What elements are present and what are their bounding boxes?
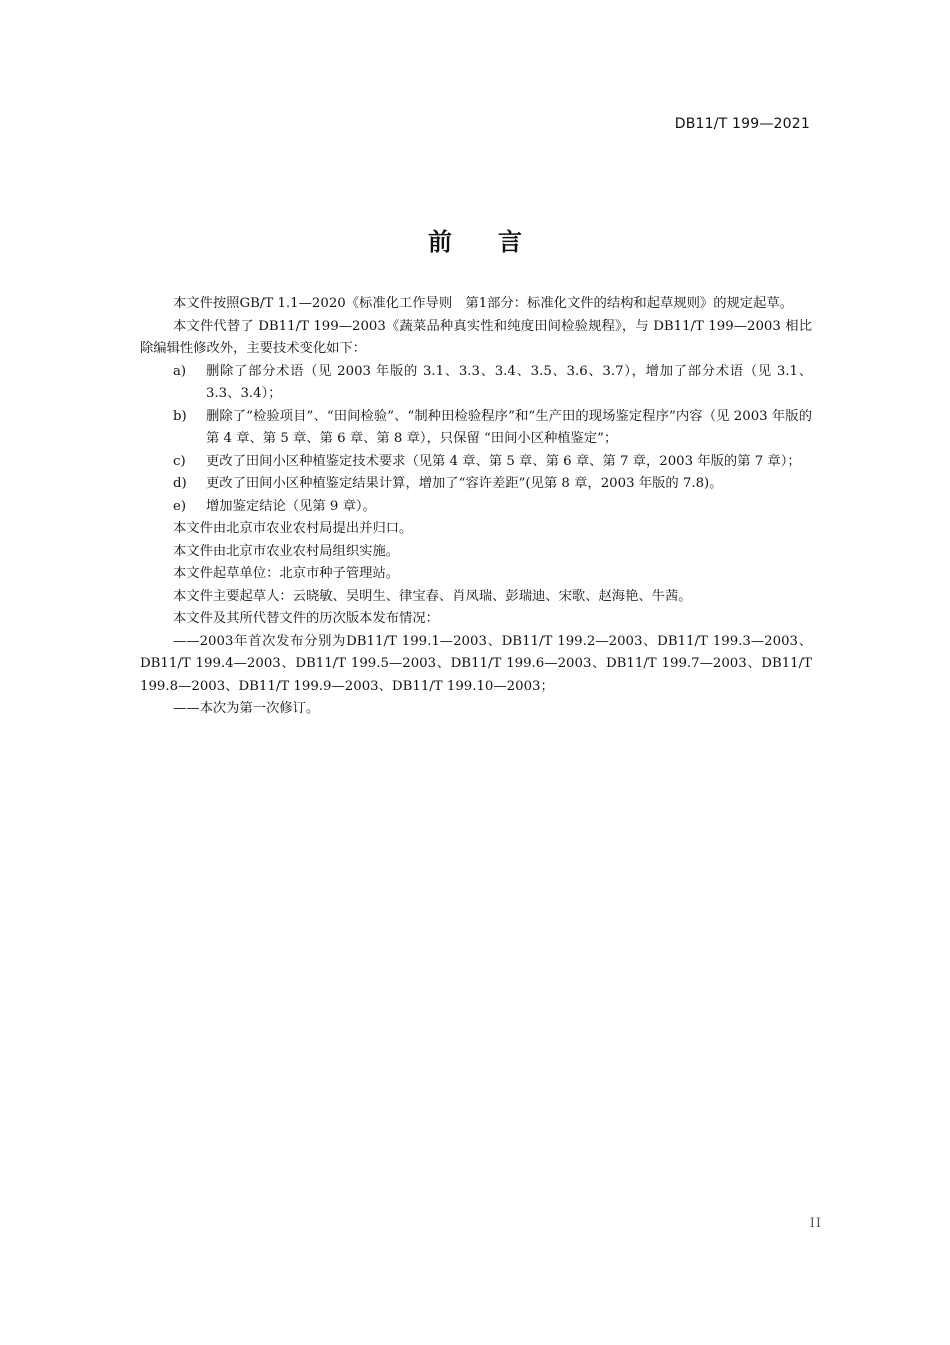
replacement-paragraph: 本文件代替了 DB11/T 199—2003《蔬菜品种真实性和纯度田间检验规程》，与 DB11/T 199—2003 相比除编辑性修改外，主要技术变化如下： [140,318,812,356]
foreword-body [140,293,812,721]
change-text: 删除了部分术语（见 2003 年版的 3.1、3.3、3.4、3.5、3.6、3.7），增加了部分术语（见 3.1、3.3、3.4）； [206,363,812,401]
change-item [140,361,812,406]
list-marker: b) [173,408,187,424]
implementer-statement: 本文件由北京市农业农村局组织实施。 [173,543,400,559]
change-text: 更改了田间小区种植鉴定结果计算，增加了“容许差距”(见第 8 章，2003 年版的 7.8)。 [206,476,723,491]
list-marker: a) [173,363,187,379]
drafters-statement: 本文件主要起草人：云晓敏、吴明生、律宝春、肖凤瑞、彭瑞迪、宋歌、赵海艳、牛茜。 [173,588,692,604]
drafting-basis-paragraph: 本文件按照GB/T 1.1—2020《标准化工作导则 第1部分：标准化文件的结构和起草规则》的规定起草。 [173,296,793,311]
change-item [140,451,812,474]
change-item [140,473,812,496]
drafting-unit-statement: 本文件起草单位：北京市种子管理站。 [173,566,400,581]
list-marker: e) [173,498,187,514]
list-marker: d) [173,476,187,491]
proposer-statement: 本文件由北京市农业农村局提出并归口。 [173,521,413,536]
change-item [140,496,812,519]
change-text: 更改了田间小区种植鉴定技术要求（见第 4 章、第 5 章、第 6 章、第 7 章，2003 年版的第 7 章）； [206,453,801,469]
page-number: II [809,1216,822,1231]
history-item: ——2003年首次发布分别为DB11/T 199.1—2003、DB11/T 199.2—2003、DB11/T 199.3—2003、DB11/T 199.4—2003、DB11/T 199.5—2003、DB11/T 199.6—2003、DB11/T 199.7—2003、DB11/T 199.8—2003、DB11/T 199.9—2003、DB11/T 199.10—2003； [140,633,812,694]
change-text: 增加鉴定结论（见第 9 章）。 [206,498,376,514]
history-item: ——本次为第一次修订。 [173,701,320,716]
change-text: 删除了“检验项目”、“田间检验”、“制种田检验程序”和“生产田的现场鉴定程序”内容（见 2003 年版的第 4 章、第 5 章、第 6 章、第 8 章），只保留 “田间小区种植鉴定”； [206,408,812,446]
change-item [140,406,812,451]
page-title: 前言 [428,228,568,256]
standard-code: DB11/T 199—2021 [674,116,810,132]
version-history-heading: 本文件及其所代替文件的历次版本发布情况： [173,611,439,626]
list-marker: c) [173,453,186,469]
